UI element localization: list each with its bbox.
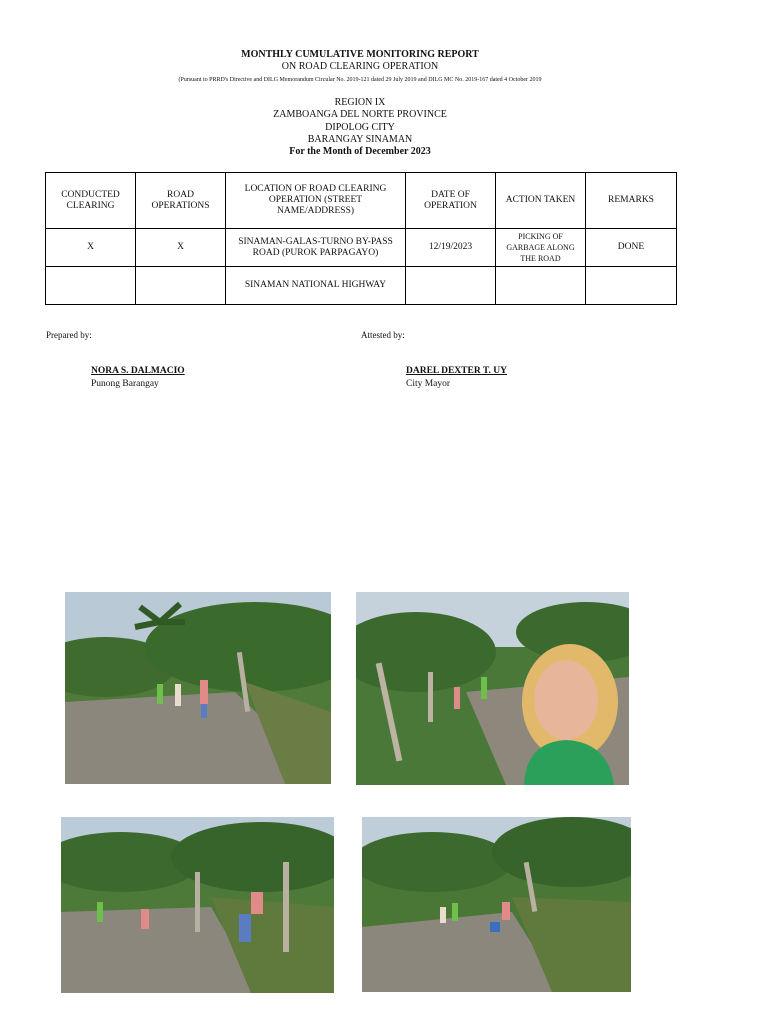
- table-cell: SINAMAN NATIONAL HIGHWAY: [226, 267, 406, 305]
- attested-by-name: DAREL DEXTER T. UY: [406, 366, 508, 376]
- city-line: DIPOLOG CITY: [325, 121, 395, 133]
- road-clearing-photo: [65, 592, 331, 784]
- location-block: [0, 97, 720, 158]
- column-header: CONDUCTED CLEARING: [46, 173, 136, 229]
- barangay-line: BARANGAY SINAMAN: [307, 133, 413, 145]
- prepared-by-title: Punong Barangay: [91, 379, 159, 389]
- column-header: DATE OF OPERATION: [406, 173, 496, 229]
- prepared-by-label: Prepared by:: [46, 330, 92, 340]
- table-cell: SINAMAN-GALAS-TURNO BY-PASS ROAD (PUROK PARPAGAYO): [226, 229, 406, 267]
- table-cell: X: [46, 229, 136, 267]
- table-cell: [496, 267, 586, 305]
- column-header: ACTION TAKEN: [496, 173, 586, 229]
- period-line: For the Month of December 2023: [289, 146, 431, 158]
- table-cell: [136, 267, 226, 305]
- region-line: REGION IX: [334, 97, 386, 108]
- report-title: MONTHLY CUMULATIVE MONITORING REPORT: [241, 49, 479, 60]
- road-clearing-photo: [61, 817, 334, 993]
- table-cell: [46, 267, 136, 305]
- table-cell: [586, 267, 677, 305]
- report-subtitle: ON ROAD CLEARING OPERATION: [281, 61, 439, 72]
- road-clearing-photo: [362, 817, 631, 992]
- table-row: [46, 267, 677, 305]
- attested-by-label: Attested by:: [361, 330, 405, 340]
- table-cell: 12/19/2023: [406, 229, 496, 267]
- report-table: [45, 172, 677, 305]
- table-header-row: [46, 173, 677, 229]
- report-reference: (Pursuant to PRRD's Directive and DILG Memorandum Circular No. 2019-121 dated 29 July 2019 and DILG MC No. 2019-167 dated 4 October 2019: [178, 77, 542, 83]
- attested-by-title: City Mayor: [406, 379, 451, 389]
- table-row: [46, 229, 677, 267]
- selfie-photo: [356, 592, 629, 785]
- table-cell: PICKING OF GARBAGE ALONG THE ROAD: [496, 229, 586, 267]
- table-cell: X: [136, 229, 226, 267]
- prepared-by-name: NORA S. DALMACIO: [91, 366, 185, 376]
- province-line: ZAMBOANGA DEL NORTE PROVINCE: [273, 109, 447, 121]
- column-header: LOCATION OF ROAD CLEARING OPERATION (STREET NAME/ADDRESS): [226, 173, 406, 229]
- column-header: ROAD OPERATIONS: [136, 173, 226, 229]
- column-header: REMARKS: [586, 173, 677, 229]
- table-cell: [406, 267, 496, 305]
- table-cell: DONE: [586, 229, 677, 267]
